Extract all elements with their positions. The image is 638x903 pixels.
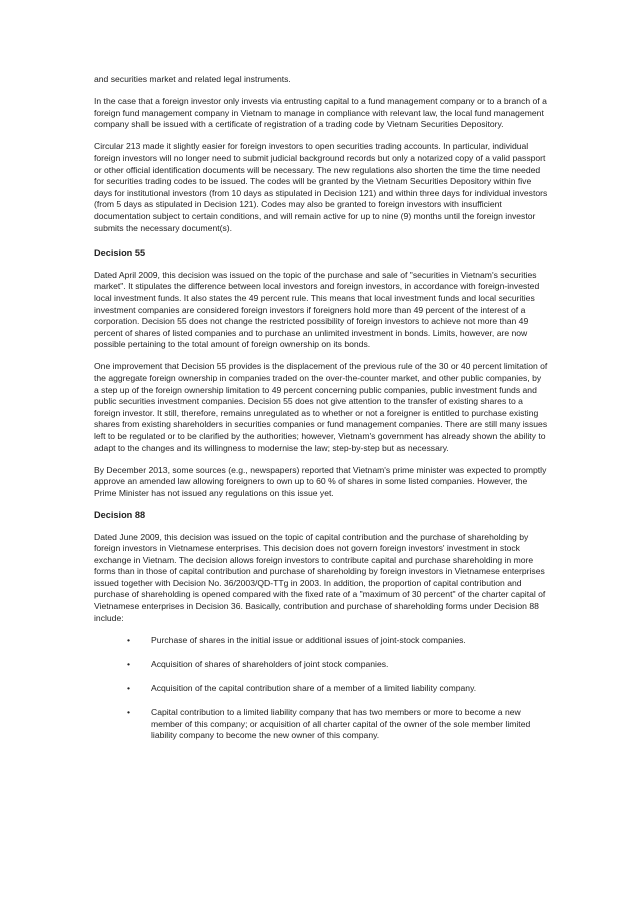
list-item	[127, 659, 548, 671]
list-item-text: Acquisition of shares of shareholders of joint stock companies.	[151, 658, 389, 669]
paragraph-decision-55-3: By December 2013, some sources (e.g., newspapers) reported that Vietnam's prime minister was expected to promptly approve an amended law allowing foreigners to own up to 60 % of shares in some listed companies. However, the Prime Minister has not issued any regulations on this issue yet.	[94, 464, 547, 498]
decision-88-forms-list	[94, 635, 548, 742]
bullet-icon: •	[127, 634, 131, 645]
paragraph-fund-management: In the case that a foreign investor only invests via entrusting capital to a fund management company or to a branch of a foreign fund management company in Vietnam to manage in compliance with relevant law, the local fund management company shall be issued with a certificate of registration of a trading code by Vietnam Securities Depository.	[94, 96, 547, 130]
paragraph-decision-55-2: One improvement that Decision 55 provides is the displacement of the previous rule of the 30 or 40 percent limitation of the aggregate foreign ownership in companies traded on the over-the-counter market, and other public companies, by a step up of the foreign ownership limitation to 49 percent concerning public companies, public investment funds and public securities investment companies. Decision 55 does not give attention to the transfer of existing shares to a foreign investor. It still, therefore, remains unregulated as to whether or not a foreigner is entitled to purchase existing shares from existing shareholders in securities companies or fund management companies. There are still many issues left to be regulated or to be clarified by the authorities; however, Vietnam's government has already shown the ability to adapt to the changes and its willingness to modernise the law; step-by-step but as necessary.	[94, 361, 548, 453]
list-item	[127, 707, 548, 742]
paragraph-circular-213: Circular 213 made it slightly easier for foreign investors to open securities trading accounts. In particular, individual foreign investors will no longer need to submit judicial background records but only a notarized copy of a valid passport or other official identification documents will be necessary. The new regulations also shorten the time the time needed for securities trading codes to be issued. The codes will be granted by the Vietnam Securities Depository within five days for institutional investors (from 10 days as stipulated in Decision 121) and within three days for individual investors (from 5 days as stipulated in Decision 121). Codes may also be granted to foreign investors with insufficient documentation subject to certain conditions, and will remain active for up to nine (9) months until the foreign investor submits the necessary document(s).	[94, 141, 548, 233]
list-item-text: Purchase of shares in the initial issue or additional issues of joint-stock companies.	[151, 634, 466, 645]
paragraph-intro: and securities market and related legal instruments.	[94, 74, 291, 84]
list-item	[127, 683, 548, 695]
bullet-icon: •	[127, 707, 131, 718]
heading-decision-55: Decision 55	[94, 248, 146, 259]
bullet-icon: •	[127, 658, 131, 669]
paragraph-decision-55-1: Dated April 2009, this decision was issued on the topic of the purchase and sale of "securities in Vietnam's securities market". It stipulates the difference between local investors and foreign investors, in accordance with foreign-invested local investment funds. It also states the 49 percent rule. This means that local investment funds and local securities investment companies are considered foreign investors if foreigners hold more than 49 percent of the interest of a corporation. Decision 55 does not change the restricted possibility of foreign investors to achieve not more than 49 percent of shares of listed companies and to purchase an unlimited investment in bonds. Limits, however, are now possible pertaining to the total amount of foreign ownership on its bonds.	[94, 269, 540, 350]
bullet-icon: •	[127, 682, 131, 693]
list-item-text: Capital contribution to a limited liability company that has two members or more to become a new member of this company; or acquisition of all charter capital of the owner of the sole member limited liability company to become the new owner of this company.	[151, 707, 531, 741]
list-item	[127, 635, 548, 647]
paragraph-decision-88: Dated June 2009, this decision was issued on the topic of capital contribution and the purchase of shareholding by foreign investors in Vietnamese enterprises. This decision does not govern foreign investors' investment in stock exchange in Vietnam. The decision allows foreign investors to contribute capital and purchase shareholding in more forms than in those of capital contribution and purchase of shareholding by foreign investors in Vietnamese enterprises issued together with Decision No. 36/2003/QD-TTg in 2003. In addition, the proportion of capital contribution and purchase of shareholding is opened compared with the fixed rate of a "maximum of 30 percent" of the charter capital of Vietnamese enterprises in Decision 36. Basically, contribution and purchase of shareholding forms under Decision 88 include:	[94, 531, 546, 623]
list-item-text: Acquisition of the capital contribution share of a member of a limited liability company.	[151, 682, 477, 693]
heading-decision-88: Decision 88	[94, 509, 146, 520]
